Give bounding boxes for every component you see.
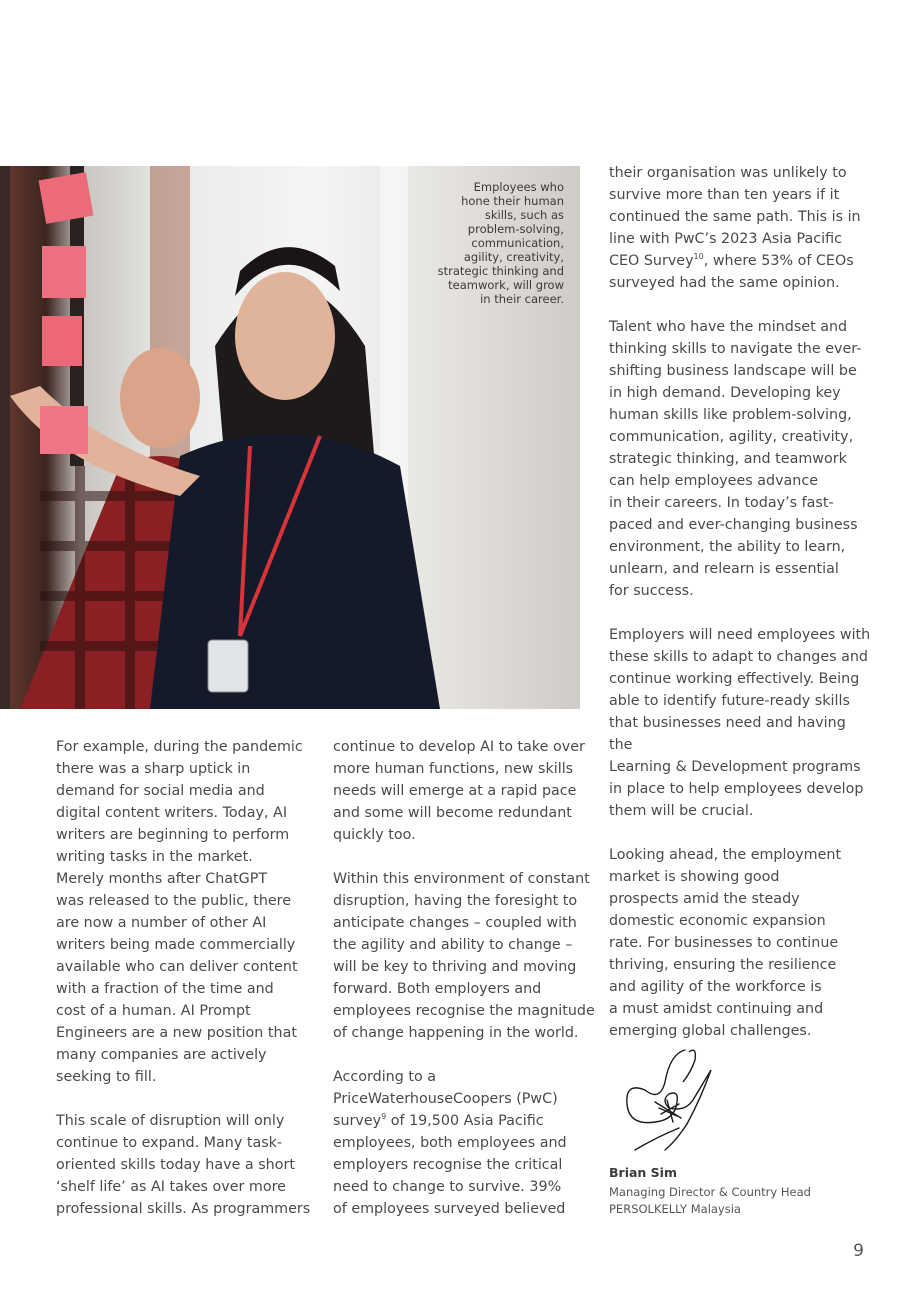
photo-caption: Employees who hone their human skills, such as problem-solving, communication, agility, creativity, strategic thinking and teamwork, will grow in their career.: [437, 180, 564, 306]
paragraph: Within this environment of constant disruption, having the foresight to anticipate changes – coupled with the agility and ability to change – will be key to thriving and moving forward. Both employers and employees recognise the magnitude of change happening in the world.: [333, 871, 595, 1041]
text-column-2: [333, 736, 595, 1242]
hero-photo: [0, 166, 580, 709]
text-run: of 19,500 Asia Pacific employees, both employees and employers recognise the critical need to change to survive. 39% of employees surveyed believed: [333, 1113, 567, 1217]
paragraph: Talent who have the mindset and thinking skills to navigate the ever- shifting business landscape will be in high demand. Developing key human skills like problem-solving, communication, agility, creativity, strategic thinking, and teamwork can help employees advance in their careers. In today’s fast- paced and ever-changing business environment, the ability to learn, unlearn, and relearn is essential for success.: [609, 319, 862, 599]
signatory-name: Brian Sim: [609, 1165, 677, 1180]
page-number: 9: [853, 1241, 864, 1261]
text-run: According to a PriceWaterhouseCoopers (PwC) survey: [333, 1069, 558, 1129]
paragraph: For example, during the pandemic there was a sharp uptick in demand for social media and digital content writers. Today, AI writers are beginning to perform writing tasks in the market. Merely months after ChatGPT was released to the public, there are now a number of other AI writers being made commercially available who can deliver content with a fraction of the time and cost of a human. AI Prompt Engineers are a new position that many companies are actively seeking to fill.: [56, 739, 303, 1085]
signatory-company: PERSOLKELLY Malaysia: [609, 1202, 741, 1216]
paragraph: Looking ahead, the employment market is showing good prospects amid the steady domestic economic expansion rate. For businesses to continue thriving, ensuring the resilience and agility of the workforce is a must amidst continuing and emerging global challenges.: [609, 847, 842, 1039]
text-run: , where 53% of CEOs surveyed had the same opinion.: [609, 253, 854, 291]
paragraph: [609, 162, 871, 294]
signatory-title: Managing Director & Country Head: [609, 1185, 811, 1199]
text-column-3: [609, 162, 871, 1064]
signatory-role: [609, 1184, 811, 1218]
signature: [615, 1042, 725, 1154]
text-column-1: [56, 736, 316, 1242]
text-run: their organisation was unlikely to survive more than ten years if it continued the same path. This is in line with PwC’s 2023 Asia Pacific CEO Survey: [609, 165, 861, 269]
paragraph: [333, 1066, 595, 1220]
paragraph: continue to develop AI to take over more human functions, new skills needs will emerge at a rapid pace and some will become redundant quickly too.: [333, 739, 585, 843]
paragraph: Employers will need employees with these skills to adapt to changes and continue working effectively. Being able to identify future-ready skills that businesses need and having the Learning & Development programs in place to help employees develop them will be crucial.: [609, 627, 871, 819]
paragraph: This scale of disruption will only continue to expand. Many task- oriented skills today have a short ‘shelf life’ as AI takes over more professional skills. As programmers: [56, 1113, 311, 1217]
footnote-ref: 9: [381, 1112, 387, 1122]
footnote-ref: 10: [693, 252, 704, 262]
